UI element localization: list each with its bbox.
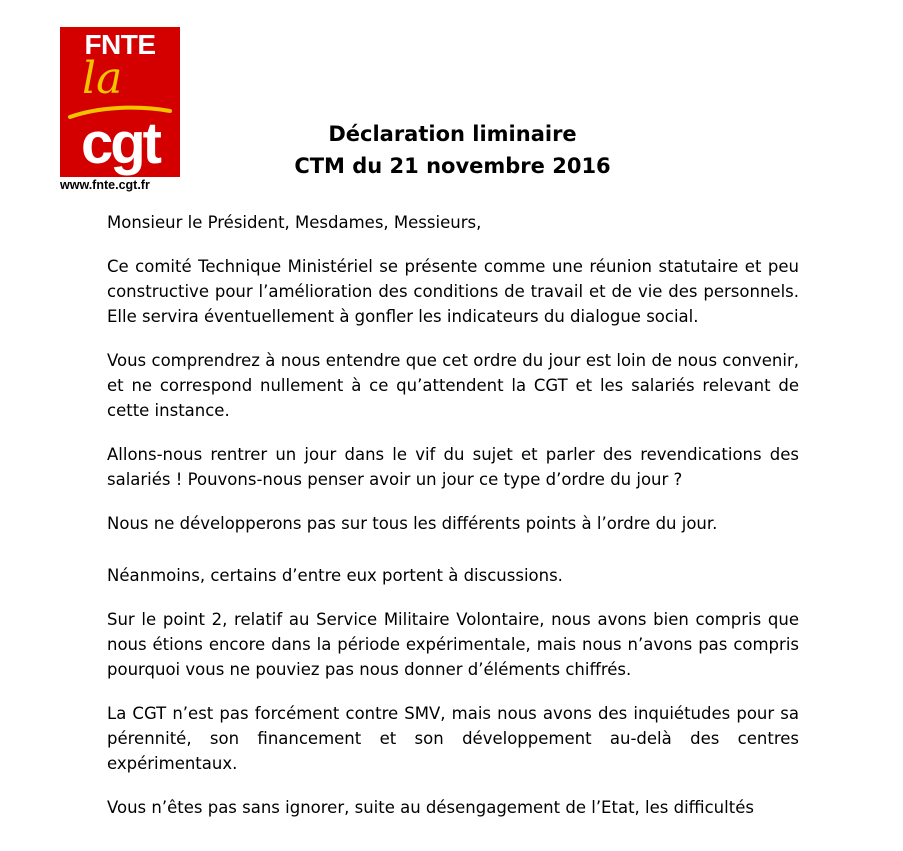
title-line-1: Déclaration liminaire bbox=[328, 122, 577, 146]
document-title bbox=[240, 118, 665, 182]
paragraph: Sur le point 2, relatif au Service Militaire Volontaire, nous avons bien compris que nous étions encore dans la période expérimentale, mais nous n’avons pas compris pourquoi vous ne pouviez pas nous donner d’éléments chiffrés. bbox=[107, 610, 799, 679]
paragraph: Ce comité Technique Ministériel se présente comme une réunion statutaire et peu constructive pour l’amélioration des conditions de travail et de vie des personnels. Elle servira éventuellement à gonfler les indicateurs du dialogue social. bbox=[107, 257, 799, 326]
logo-url: www.fnte.cgt.fr bbox=[60, 178, 150, 192]
document-body bbox=[107, 210, 799, 839]
logo-la-text: la bbox=[82, 53, 123, 104]
paragraph: Allons-nous rentrer un jour dans le vif du sujet et parler des revendications des salariés ! Pouvons-nous penser avoir un jour ce type d’ordre du jour ? bbox=[107, 445, 799, 489]
paragraph: Vous n’êtes pas sans ignorer, suite au désengagement de l’Etat, les difficultés bbox=[107, 798, 754, 817]
logo-fnte-text: FNTE bbox=[84, 29, 156, 60]
paragraph: Vous comprendrez à nous entendre que cet ordre du jour est loin de nous convenir, et ne correspond nullement à ce qu’attendent la CGT et les salariés relevant de cette instance. bbox=[107, 351, 799, 420]
paragraph: Néanmoins, certains d’entre eux portent à discussions. bbox=[107, 566, 563, 585]
salutation: Monsieur le Président, Mesdames, Messieurs, bbox=[107, 213, 482, 232]
fnte-cgt-logo bbox=[60, 27, 180, 177]
paragraph: La CGT n’est pas forcément contre SMV, mais nous avons des inquiétudes pour sa pérennité, son financement et son développement au-delà des centres expérimentaux. bbox=[107, 704, 799, 773]
logo-cgt-text: cgt bbox=[81, 111, 159, 176]
title-line-2: CTM du 21 novembre 2016 bbox=[294, 154, 611, 178]
paragraph: Nous ne développerons pas sur tous les différents points à l’ordre du jour. bbox=[107, 514, 718, 533]
